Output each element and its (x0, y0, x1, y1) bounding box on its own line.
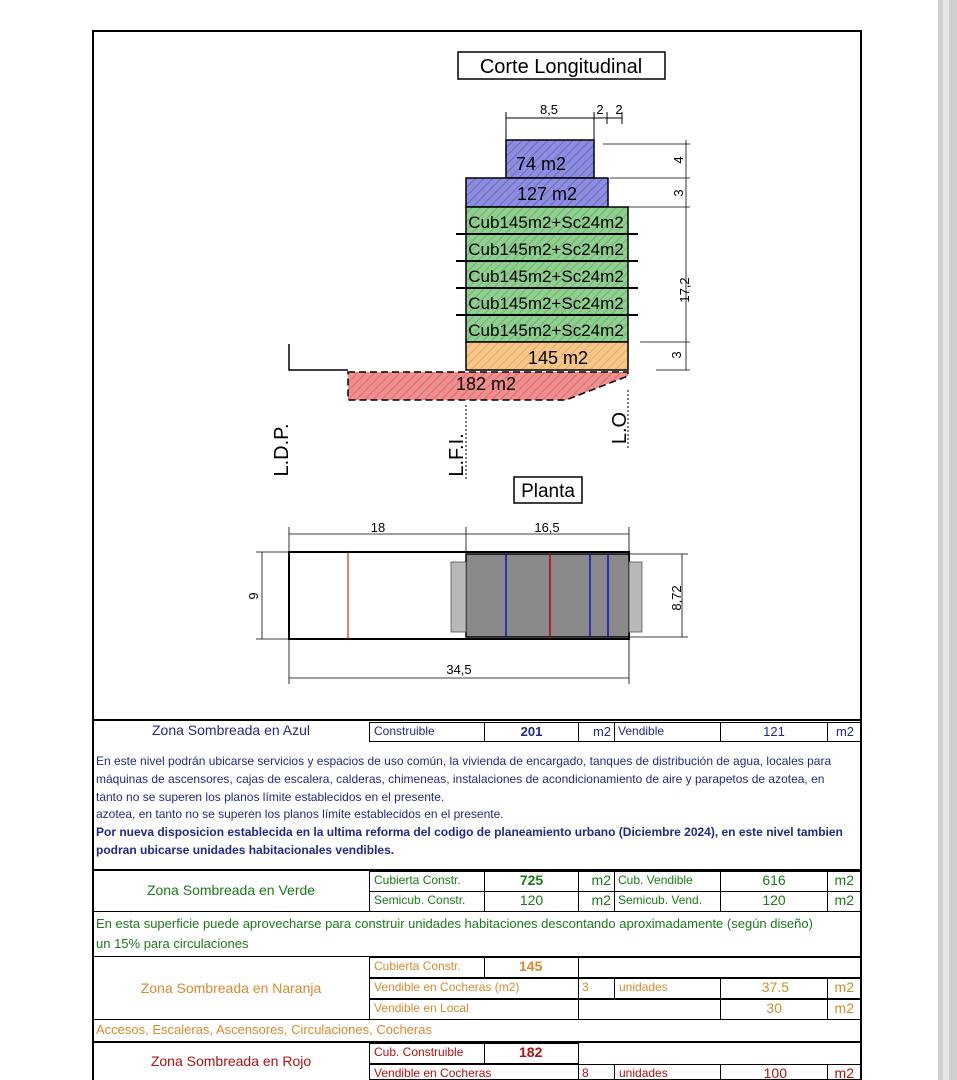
rojo-zona: Zona Sombreada en Rojo (150, 1053, 312, 1069)
verde-r2-label: Semicub. Constr. (369, 891, 485, 912)
plan-dim: 9 (246, 592, 261, 600)
verde-text: En esta superficie puede aprovecharse para construir unidades habitaciones descontando aproximadamente (según diseño) un 15% para circulaciones (96, 916, 813, 951)
naranja-r3-unit: m2 (827, 999, 862, 1020)
naranja-r2-unit: m2 (827, 978, 862, 999)
azul-vendible-val: 121 (720, 722, 828, 742)
azul-text-3: Por nueva disposicion establecida en la ultima reforma del codigo de planeamiento urbano (Diciembre 2024), en este nivel tambien podran ubicarse unidades habitacionales vendibles. (96, 825, 843, 857)
naranja-r2-units: unidades (614, 978, 721, 999)
verde-r2-unit: m2 (578, 891, 615, 912)
rojo-r2-units: unidades (614, 1064, 721, 1080)
naranja-r3-label: Vendible en Local (369, 999, 579, 1020)
floor-label: 145 m2 (527, 348, 589, 368)
floor-label: 127 m2 (516, 184, 578, 204)
verde-zona: Zona Sombreada en Verde (146, 882, 316, 898)
floor-label: Cub145m2+Sc24m2 (468, 321, 624, 340)
verde-r1-val: 725 (484, 871, 579, 892)
verde-r1-unit: m2 (578, 871, 615, 892)
naranja-r2-count: 3 (578, 978, 615, 999)
azul-unit2: m2 (827, 722, 862, 742)
rojo-r1-val: 182 (484, 1043, 579, 1064)
naranja-r3-val: 30 (720, 999, 828, 1020)
plan-dim: 18 (370, 520, 386, 535)
azul-text-2: azotea, en tanto no se superen los planos límite establecidos en el presente. (96, 807, 504, 821)
naranja-r2-label: Vendible en Cocheras (m2) (369, 978, 579, 999)
naranja-r1-empty (578, 957, 862, 978)
verde-r2-val2: 120 (720, 891, 828, 912)
top-dim: 2 (615, 102, 623, 117)
plan-dim: 8,72 (669, 585, 684, 611)
floor-label: 182 m2 (455, 374, 517, 394)
top-dim: 8,5 (539, 102, 559, 117)
floor-label: Cub145m2+Sc24m2 (468, 213, 624, 232)
verde-r1-val2: 616 (720, 871, 828, 892)
rojo-r2-label: Vendible en Cocheras (369, 1064, 579, 1080)
naranja-zona: Zona Sombreada en Naranja (140, 980, 322, 996)
rojo-r2-val: 100 (720, 1064, 828, 1080)
rojo-r2-count: 8 (578, 1064, 615, 1080)
verde-r1-label: Cubierta Constr. (369, 871, 485, 892)
azul-construible-val: 201 (484, 722, 579, 742)
right-dim: 3 (671, 189, 686, 197)
naranja-r1-label: Cubierta Constr. (369, 957, 485, 978)
azul-text-1: En este nivel podrán ubicarse servicios y espacios de uso común, la vivienda de encargado, tanques de distribución de agua, locales para máquinas de ascensores, cajas de escalera, calderas, chimeneas, instalaciones de acondicionamiento de aire y parapetos de azotea, en tanto no se superen los planos límite establecidos en el presente. (96, 754, 832, 804)
right-dim: 17,2 (677, 277, 692, 303)
plan-dim: 34,5 (446, 662, 472, 677)
rojo-r2-unit: m2 (827, 1064, 862, 1080)
azul-zona: Zona Sombreada en Azul (152, 722, 310, 738)
planta-title: Planta (521, 481, 575, 502)
floor-label: Cub145m2+Sc24m2 (468, 294, 624, 313)
floor-label: Cub145m2+Sc24m2 (468, 240, 624, 259)
rojo-r1-label: Cub. Construible (369, 1043, 485, 1064)
naranja-text: Accesos, Escaleras, Ascensores, Circulaciones, Cocheras (96, 1022, 432, 1037)
naranja-r3-empty (578, 999, 721, 1020)
naranja-r1-val: 145 (484, 957, 579, 978)
plan-dim: 16,5 (534, 520, 560, 535)
verde-r2-unit2: m2 (827, 891, 862, 912)
floor-label: 74 m2 (515, 154, 567, 174)
verde-r2-val: 120 (484, 891, 579, 912)
corte-title: Corte Longitudinal (479, 56, 643, 78)
right-dim: 4 (671, 156, 686, 164)
ldp-label: L.D.P. (271, 423, 293, 477)
verde-r1-label2: Cub. Vendible (614, 871, 721, 892)
right-dim: 3 (669, 351, 684, 359)
lfi-label: L.F.I. (446, 433, 468, 477)
lo-label: L.O (609, 411, 631, 445)
naranja-r2-val: 37.5 (720, 978, 828, 999)
azul-unit: m2 (578, 722, 615, 742)
verde-r2-label2: Semicub. Vend. (614, 891, 721, 912)
floor-label: Cub145m2+Sc24m2 (468, 267, 624, 286)
verde-r1-unit2: m2 (827, 871, 862, 892)
azul-construible-label: Construible (369, 722, 485, 742)
top-dim: 2 (596, 102, 604, 117)
azul-vendible-label: Vendible (614, 722, 721, 742)
